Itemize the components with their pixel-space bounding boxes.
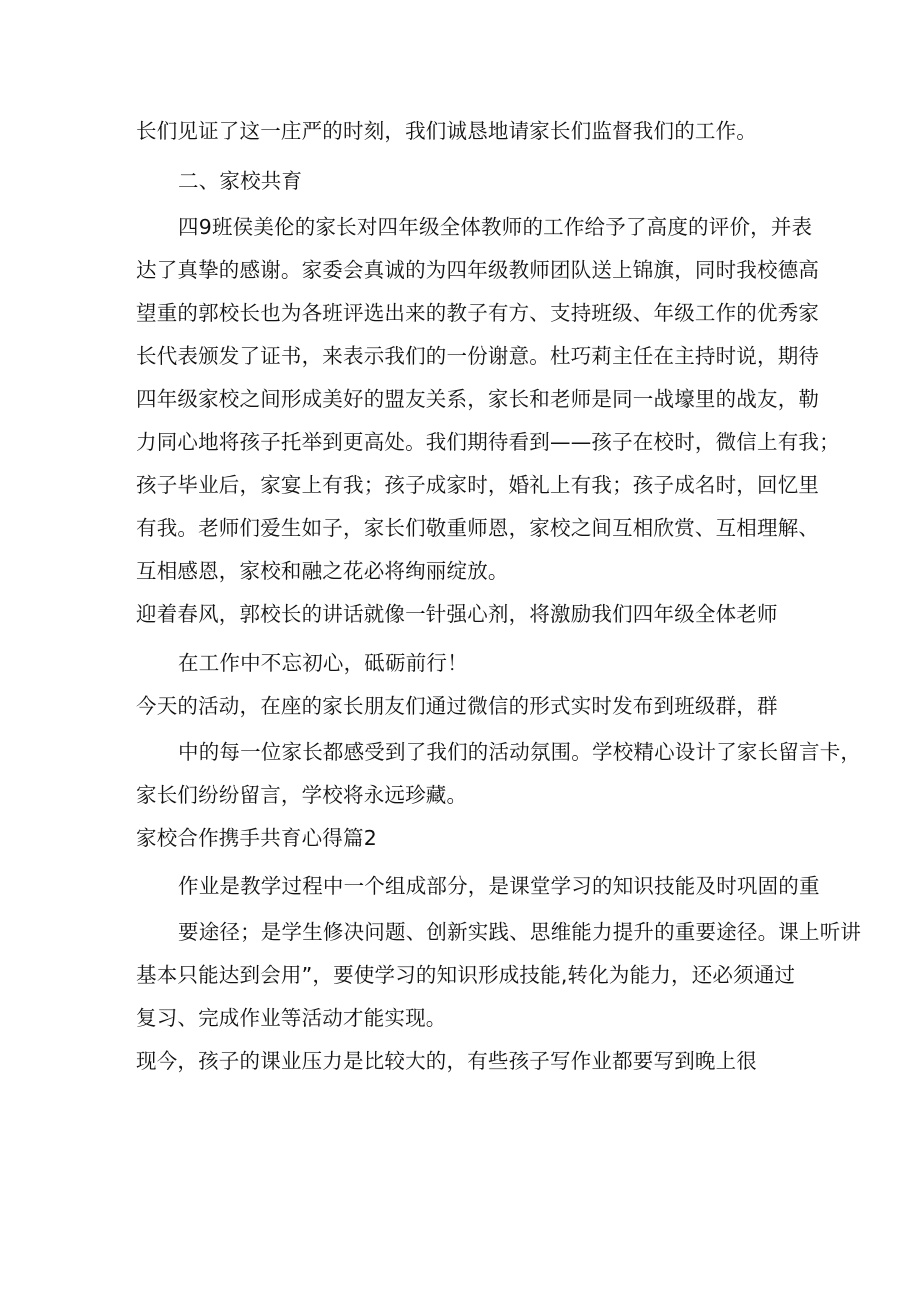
paragraph-continuation-line: 长们见证了这一庄严的时刻，我们诚恳地请家长们监督我们的工作。 <box>136 119 757 143</box>
paragraph-line: 长代表颁发了证书，来表示我们的一份谢意。杜巧莉主任在主持时说，期待 <box>136 344 820 368</box>
paragraph-line: 复习、完成作业等活动才能实现。 <box>136 1006 447 1030</box>
paragraph-line: 达了真挚的感谢。家委会真诚的为四年级教师团队送上锦旗，同时我校德高 <box>136 258 820 282</box>
paragraph-line: 力同心地将孩子托举到更高处。我们期待看到——孩子在校时，微信上有我； <box>136 430 840 454</box>
paragraph-line: 迎着春风，郭校长的讲话就像一针强心剂，将激励我们四年级全体老师 <box>136 602 778 626</box>
paragraph-line: 今天的活动，在座的家长朋友们通过微信的形式实时发布到班级群，群 <box>136 694 778 718</box>
paragraph-line: 四年级家校之间形成美好的盟友关系，家长和老师是同一战壕里的战友，勒 <box>136 387 820 411</box>
paragraph-line: 中的每一位家长都感受到了我们的活动氛围。学校精心设计了家长留言卡， <box>178 740 862 764</box>
paragraph-line: 有我。老师们爱生如子，家长们敬重师恩，家校之间互相欣赏、互相理解、 <box>136 516 820 540</box>
paragraph-line: 现今，孩子的课业压力是比较大的，有些孩子写作业都要写到晚上很 <box>136 1049 757 1073</box>
paragraph-line: 在工作中不忘初心，砥砺前行！ <box>178 651 468 675</box>
paragraph-line: 家校合作携手共育心得篇2 <box>136 826 377 850</box>
paragraph-line: 家长们纷纷留言，学校将永远珍藏。 <box>136 783 468 807</box>
paragraph-line: 要途径；是学生修决问题、创新实践、思维能力提升的重要途径。课上听讲 <box>178 920 862 944</box>
paragraph-line: 互相感恩，家校和融之花必将绚丽绽放。 <box>136 559 509 583</box>
paragraph-line: 望重的郭校长也为各班评选出来的教子有方、支持班级、年级工作的优秀家 <box>136 301 820 325</box>
paragraph-line: 基本只能达到会用”，要使学习的知识形成技能,转化为能力，还必须通过 <box>136 963 796 987</box>
paragraph-line: 四9班侯美伦的家长对四年级全体教师的工作给予了高度的评价，并表 <box>178 215 813 239</box>
section-heading: 二、家校共育 <box>178 169 303 193</box>
section-heading: 作业是教学过程中一个组成部分，是课堂学习的知识技能及时巩固的重 <box>178 874 820 898</box>
paragraph-line: 孩子毕业后，家宴上有我；孩子成家时，婚礼上有我；孩子成名时，回忆里 <box>136 473 820 497</box>
